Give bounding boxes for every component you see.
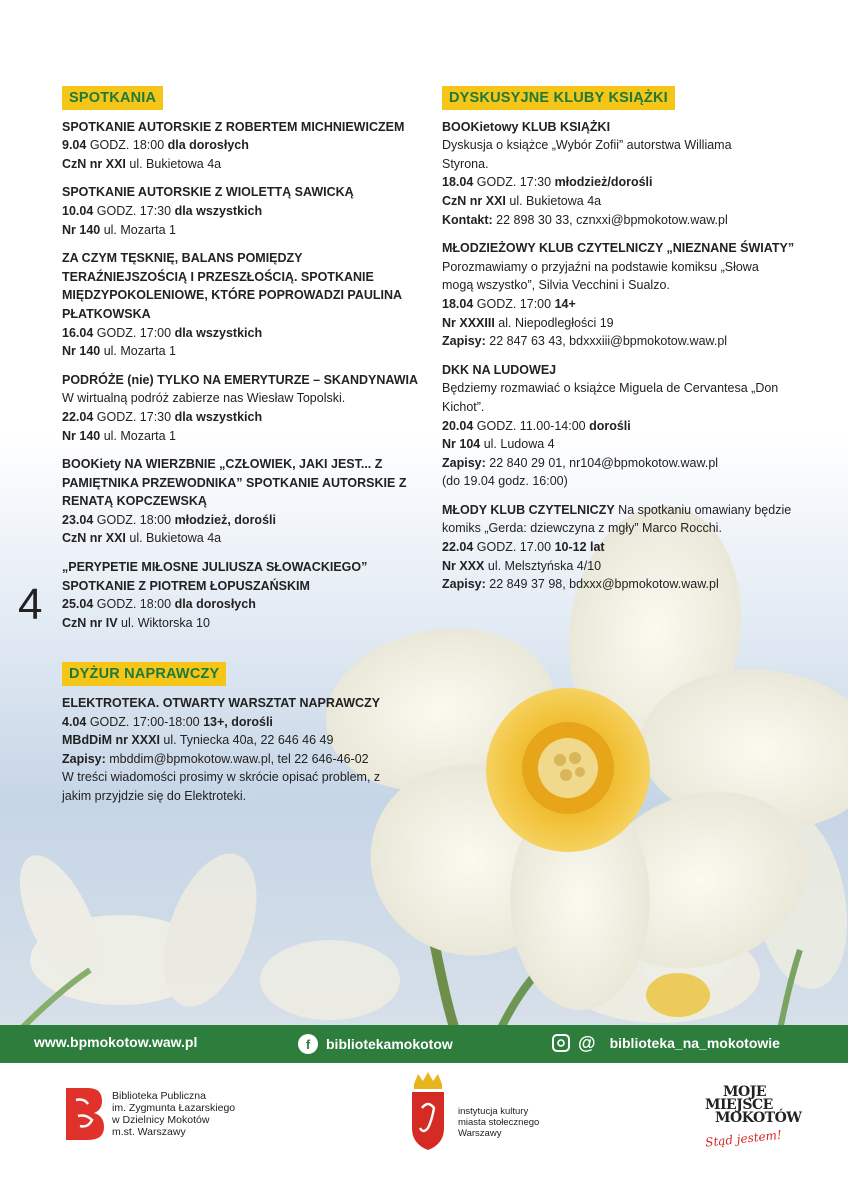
event-title: ZA CZYM TĘSKNIĘ, BALANS POMIĘDZY TERAŹNIEJSZOŚCIĄ I PRZESZŁOŚCIĄ. SPOTKANIE MIĘDZYPOKOLENIOWE, KTÓRE POPROWADZI PAULINA PŁATKOWSKA (62, 251, 402, 321)
event-title: „PERYPETIE MIŁOSNE JULIUSZA SŁOWACKIEGO” SPOTKANIE Z PIOTREM ŁOPUSZAŃSKIM (62, 560, 368, 593)
logos-area (0, 1070, 848, 1200)
repair-entry: ELEKTROTEKA. OTWARTY WARSZTAT NAPRAWCZY 4.04 GODZ. 17:00-18:00 13+, dorośli MBdDiM nr XXXI ul. Tyniecka 40a, 22 646 46 49 Zapisy: mbddim@bpmokotow.waw.pl, tel 22 646-46-02 W treści wiadomości prosimy w skrócie opisać problem, z jakim przyjdzie się do Elektroteki. (62, 694, 422, 806)
event-title: BOOKiety NA WIERZBNIE „CZŁOWIEK, JAKI JEST... Z PAMIĘTNIKA PRZEWODNIKA” SPOTKANIE AUTORSKIE Z RENATĄ KOPCZEWSKĄ (62, 457, 407, 509)
event-entry: ZA CZYM TĘSKNIĘ, BALANS POMIĘDZY TERAŹNIEJSZOŚCIĄ I PRZESZŁOŚCIĄ. SPOTKANIE MIĘDZYPOKOLENIOWE, KTÓRE POPROWADZI PAULINA PŁATKOWSKA 16.04 GODZ. 17:00 dla wszystkich Nr 140 ul. Mozarta 1 (62, 249, 422, 361)
right-column (442, 86, 822, 604)
club-title: MŁODY KLUB CZYTELNICZY (442, 502, 615, 517)
library-logo (62, 1086, 106, 1147)
contact-email-link[interactable]: mbddim@bpmokotow.waw.pl, tel 22 646-46-02 (105, 751, 369, 766)
section-heading-spotkania: SPOTKANIA (62, 86, 163, 110)
club-title: MŁODZIEŻOWY KLUB CZYTELNICZY „NIEZNANE ŚWIATY” (442, 241, 795, 256)
library-b-icon (62, 1086, 106, 1142)
club-description: Na spotkaniu omawiany będzie komiks „Gerda: dziewczyna z mgły” Marco Rocchi. (442, 502, 792, 536)
event-entry: SPOTKANIE AUTORSKIE Z ROBERTEM MICHNIEWICZEM 9.04 GODZ. 18:00 dla dorosłych CzN nr XXI ul. Bukietowa 4a (62, 118, 422, 174)
event-entry: „PERYPETIE MIŁOSNE JULIUSZA SŁOWACKIEGO” SPOTKANIE Z PIOTREM ŁOPUSZAŃSKIM 25.04 GODZ. 18:00 dla dorosłych CzN nr IV ul. Wiktorska 10 (62, 558, 422, 632)
event-title: SPOTKANIE AUTORSKIE Z WIOLETTĄ SAWICKĄ (62, 185, 354, 200)
event-title: ELEKTROTEKA. OTWARTY WARSZTAT NAPRAWCZY (62, 696, 381, 711)
library-name: Biblioteka Publiczna im. Zygmunta Łazarskiego w Dzielnicy Mokotów m.st. Warszawy (112, 1090, 236, 1138)
club-entry: DKK NA LUDOWEJ Będziemy rozmawiać o książce Miguela de Cervantesa „Don Kichot”. 20.04 GODZ. 11.00-14:00 dorośli Nr 104 ul. Ludowa 4 Zapisy: 22 840 29 01, nr104@bpmokotow.waw.pl (do 19.04 godz. 16:00) (442, 361, 822, 491)
contact-email-link[interactable]: 22 847 63 43, bdxxxiii@bpmokotow.waw.pl (485, 334, 728, 349)
event-description: W wirtualną podróż zabierze nas Wiesław Topolski. (62, 391, 346, 406)
event-entry: PODRÓŻE (nie) TYLKO NA EMERYTURZE – SKANDYNAWIA W wirtualną podróż zabierze nas Wiesław Topolski. 22.04 GODZ. 17:30 dla wszystkich Nr 140 ul. Mozarta 1 (62, 371, 422, 445)
city-institution-text: instytucja kultury miasta stołecznego Warszawy (458, 1106, 540, 1139)
club-title: BOOKietowy KLUB KSIĄŻKI (442, 119, 611, 134)
event-description: W treści wiadomości prosimy w skrócie opisać problem, z jakim przyjdzie się do Elektroteki. (62, 770, 381, 803)
page-number: 4 (18, 580, 43, 629)
club-entry: BOOKietowy KLUB KSIĄŻKI Dyskusja o książce „Wybór Zofii” autorstwa Williama Styrona. 18.04 GODZ. 17:30 młodzież/dorośli CzN nr XXI ul. Bukietowa 4a Kontakt: 22 898 30 33, cznxxi@bpmokotow.waw.pl (442, 118, 822, 230)
contact-email-link[interactable]: 22 840 29 01, nr104@bpmokotow.waw.pl (485, 455, 719, 470)
club-description: Dyskusja o książce „Wybór Zofii” autorstwa Williama Styrona. (442, 138, 732, 171)
event-title: PODRÓŻE (nie) TYLKO NA EMERYTURZE – SKANDYNAWIA (62, 372, 419, 387)
club-entry: MŁODY KLUB CZYTELNICZY Na spotkaniu omawiany będzie komiks „Gerda: dziewczyna z mgły” Marco Rocchi. 22.04 GODZ. 17.00 10-12 lat Nr XXX ul. Melsztyńska 4/10 Zapisy: 22 849 37 98, bdxxx@bpmokotow.waw.pl (442, 502, 792, 592)
club-title: DKK NA LUDOWEJ (442, 362, 557, 377)
event-title: SPOTKANIE AUTORSKIE Z ROBERTEM MICHNIEWICZEM (62, 119, 405, 134)
moje-miejsce-mokotow-logo: MOJE MIEJSCE MOKOTÓW Stąd jestem! (704, 1084, 802, 1150)
threads-icon: @ (578, 1033, 596, 1053)
signup-deadline: (do 19.04 godz. 16:00) (442, 474, 568, 489)
facebook-link[interactable]: f bibliotekamokotow (298, 1034, 453, 1054)
event-entry: BOOKiety NA WIERZBNIE „CZŁOWIEK, JAKI JEST... Z PAMIĘTNIKA PRZEWODNIKA” SPOTKANIE AUTORSKIE Z RENATĄ KOPCZEWSKĄ 23.04 GODZ. 18:00 młodzież, dorośli CzN nr XXI ul. Bukietowa 4a (62, 455, 422, 548)
left-column (62, 86, 422, 816)
club-entry: MŁODZIEŻOWY KLUB CZYTELNICZY „NIEZNANE ŚWIATY” Porozmawiamy o przyjaźni na podstawie komiksu „Słowa mogą wszystko”, Silvia Vecchini i Sualzo. 18.04 GODZ. 17:00 14+ Nr XXXIII al. Niepodległości 19 Zapisy: 22 847 63 43, bdxxxiii@bpmokotow.waw.pl (442, 239, 822, 351)
club-description: Będziemy rozmawiać o książce Miguela de Cervantesa „Don Kichot”. (442, 381, 779, 414)
instagram-link[interactable]: @ biblioteka_na_mokotowie (552, 1034, 780, 1052)
contact-email-link[interactable]: 22 898 30 33, cznxxi@bpmokotow.waw.pl (492, 212, 728, 227)
facebook-icon: f (298, 1034, 318, 1054)
warsaw-coat-of-arms-icon (408, 1072, 448, 1152)
contact-email-link[interactable]: 22 849 37 98, bdxxx@bpmokotow.waw.pl (485, 577, 719, 592)
section-heading-kluby: DYSKUSYJNE KLUBY KSIĄŻKI (442, 86, 675, 110)
club-description: Porozmawiamy o przyjaźni na podstawie komiksu „Słowa mogą wszystko”, Silvia Vecchini i Sualzo. (442, 259, 759, 293)
section-heading-dyzur: DYŻUR NAPRAWCZY (62, 662, 226, 686)
website-link[interactable]: www.bpmokotow.waw.pl (34, 1034, 198, 1050)
warsaw-crest (408, 1072, 448, 1157)
instagram-icon (552, 1034, 570, 1052)
footer-bar (0, 1025, 848, 1063)
event-entry: SPOTKANIE AUTORSKIE Z WIOLETTĄ SAWICKĄ 10.04 GODZ. 17:30 dla wszystkich Nr 140 ul. Mozarta 1 (62, 183, 422, 239)
